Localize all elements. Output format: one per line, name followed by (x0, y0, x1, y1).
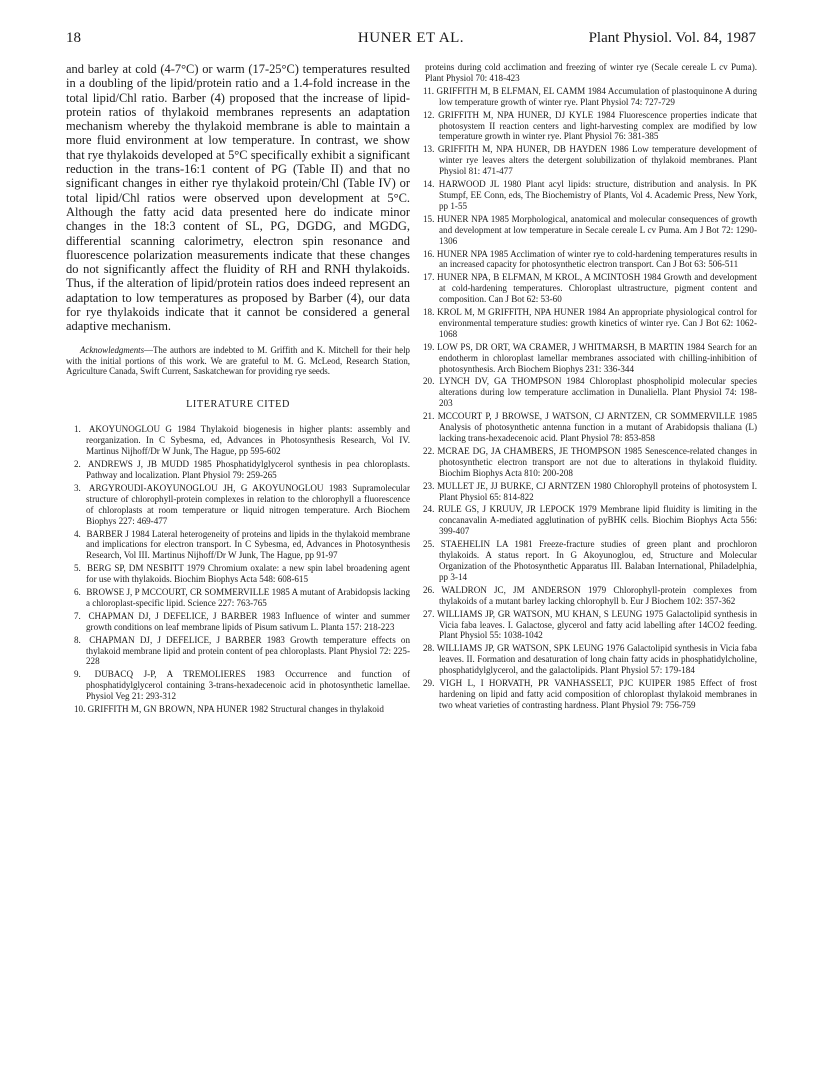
reference-number: 21. (423, 411, 435, 422)
page-number: 18 (66, 30, 81, 46)
reference-number: 2. (74, 459, 81, 470)
reference-number: 17. (423, 272, 435, 283)
reference-number: 8. (74, 634, 81, 645)
reference-item (413, 342, 757, 375)
reference-text: CHAPMAN DJ, J DEFELICE, J BARBER 1983 Influence of winter and summer growth conditions on leaf membrane lipids of Pisum sativum L. Planta 157: 218-223 (86, 610, 410, 632)
reference-number: 26. (423, 584, 435, 595)
reference-item (413, 214, 757, 247)
acknowledgments-text: —The authors are indebted to M. Griffith and K. Mitchell for their help with the initial portions of this work. We are grateful to M. G. McLeod, Research Station, Agriculture Canada, Swift Current, Saskatchewan for providing rye seeds. (66, 344, 410, 377)
reference-item (66, 529, 410, 562)
reference-item (66, 424, 410, 457)
reference-number: 6. (74, 587, 81, 598)
reference-number: 24. (423, 504, 435, 515)
reference-item (66, 611, 410, 633)
running-authors: HUNER ET AL. (357, 30, 465, 46)
reference-item (413, 307, 757, 340)
reference-number: 9. (74, 669, 81, 680)
reference-text: VIGH L, I HORVATH, PR VANHASSELT, PJC KUIPER 1985 Effect of frost hardening on lipid and fatty acid composition of chloroplast thylakoid membranes in two wheat varieties of contrasting hardness. Plant Physiol 79: 756-759 (439, 678, 757, 710)
reference-text: DUBACQ J-P, A TREMOLIERES 1983 Occurrence and function of phosphatidylglycerol containing 3-trans-hexadecenoic acid in photosynthetic lamellae. Physiol Veg 21: 293-312 (86, 669, 410, 702)
reference-number: 13. (423, 144, 435, 155)
reference-text: WILLIAMS JP, GR WATSON, SPK LEUNG 1976 Galactolipid synthesis in Vicia faba leaves. II. Formation and desaturation of long chain fatty acids in phosphatidylcholine, phosphatidylglycerol, and the galactolipids. Plant Physiol 57: 179-184 (436, 643, 758, 676)
reference-text: HARWOOD JL 1980 Plant acyl lipids: structure, distribution and analysis. In PK Stumpf, EE Conn, eds, The Biochemistry of Plants, Vol 4. Academic Press, New York, pp 1-55 (438, 179, 758, 211)
reference-item (413, 643, 757, 676)
reference-item (413, 249, 757, 271)
reference-item (413, 179, 757, 212)
reference-number: 11. (423, 85, 435, 96)
running-header (66, 30, 756, 52)
reference-text: GRIFFITH M, B ELFMAN, EL CAMM 1984 Accumulation of plastoquinone A during low temperature growth of winter rye. Plant Physiol 74: 727-729 (436, 85, 758, 107)
reference-text: BARBER J 1984 Lateral heterogeneity of proteins and lipids in the thylakoid membrane and implications for electron transport. In C Sybesma, ed, Advances in Photosynthesis Research, Vol III. Martinus Nijhoff/Dr W Junk, The Hague, pp 91-97 (86, 528, 411, 561)
reference-text: GRIFFITH M, GN BROWN, NPA HUNER 1982 Structural changes in thylakoid (87, 704, 384, 715)
reference-item (413, 504, 757, 537)
reference-text: MULLET JE, JJ BURKE, CJ ARNTZEN 1980 Chlorophyll proteins of photosystem I. Plant Physiol 65: 814-822 (437, 480, 757, 502)
acknowledgments-label: Acknowledgments (80, 344, 145, 355)
reference-text: RULE GS, J KRUUV, JR LEPOCK 1979 Membrane lipid fluidity is limiting in the concanavalin A-mediated agglutination of pyBHK cells. Biochim Biophys Acta 556: 399-407 (437, 504, 757, 537)
reference-text: HUNER NPA, B ELFMAN, M KROL, A MCINTOSH 1984 Growth and development at cold-hardening temperatures. Chloroplast ultrastructure, pigment content and composition. Can J Bot 62: 53-60 (437, 272, 757, 305)
reference-text: ANDREWS J, JB MUDD 1985 Phosphatidylglycerol synthesis in pea chloroplasts. Pathway and localization. Plant Physiol 79: 259-265 (86, 459, 410, 480)
reference-item (413, 609, 757, 642)
journal-citation: Plant Physiol. Vol. 84, 1987 (588, 30, 756, 46)
reference-number: 22. (423, 445, 435, 456)
reference-text: WALDRON JC, JM ANDERSON 1979 Chlorophyll-protein complexes from thylakoids of a mutant barley lacking chlorophyll b. Eur J Biochem 102: 357-362 (439, 584, 757, 606)
reference-number: 27. (423, 608, 435, 619)
reference-number: 3. (74, 482, 81, 493)
reference-item (413, 86, 757, 108)
reference-number: 19. (423, 341, 435, 352)
left-column (66, 62, 410, 717)
reference-number: 23. (423, 480, 435, 491)
reference-number: 15. (423, 213, 435, 224)
reference-item (413, 539, 757, 583)
reference-text: LYNCH DV, GA THOMPSON 1984 Chloroplast phospholipid molecular species alterations during low temperature acclimation in Dunaliella. Plant Physiol 74: 198-203 (439, 376, 758, 409)
reference-list-left (66, 424, 410, 715)
reference-item (66, 587, 410, 609)
reference-number: 5. (74, 563, 81, 574)
reference-text: KROL M, M GRIFFITH, NPA HUNER 1984 An appropriate physiological control for environmental temperature studies: growth kinetics of winter rye. Can J Bot 62: 1062-1068 (437, 307, 757, 339)
reference-item (66, 635, 410, 668)
reference-number: 28. (423, 643, 435, 654)
reference-item (413, 272, 757, 305)
reference-number: 12. (423, 109, 435, 120)
reference-item (413, 110, 757, 143)
reference-number: 14. (423, 179, 435, 190)
reference-item (413, 144, 757, 177)
literature-cited-heading: LITERATURE CITED (186, 399, 290, 411)
discussion-paragraph: and barley at cold (4-7°C) or warm (17-25°C) temperatures resulted in a doubling of the lipid/protein ratio and a 1.4-fold increase in the total lipid/Chl ratio. Barber (4) proposed that the increase of lipid-protein ratios of thylakoid membranes represents an adaptation mechanism whereby the thylakoid membrane is able to maintain a more fluid environment at low temperature. In contrast, we show that rye thylakoids developed at 5°C specifically exhibit a significant reduction in the trans-16:1 content of PG (Table II) and that no significant changes in either rye thylakoid protein/Chl (Table IV) or total lipid/Chl ratios were observed upon development at 5°C. Although the fatty acid data presented here do indicate minor changes in the 18:3 content of SL, PG, DGDG, and MGDG, differential scanning calorimetry, electron spin resonance and fluorescence polarization measurements indicate that these changes do not significantly affect the fluidity of RH and RNH thylakoids. Thus, if the alteration of lipid/protein ratios does indeed represent an adaptation to low temperatures as proposed by Barber (4), our data for rye thylakoids indicate that it cannot be considered a general adaptive mechanism. (66, 62, 410, 334)
reference-number: 29. (423, 678, 435, 689)
reference-item (66, 459, 410, 481)
reference-text: CHAPMAN DJ, J DEFELICE, J BARBER 1983 Growth temperature effects on thylakoid membrane lipid and protein content of pea chloroplasts. Plant Physiol 72: 225-228 (86, 634, 410, 667)
reference-item (66, 704, 410, 715)
reference-text: GRIFFITH M, NPA HUNER, DJ KYLE 1984 Fluorescence properties indicate that photosystem II reaction centers and light-harvesting complex are modified by low temperature growth in winter rye. Plant Physiol 76: 381-385 (438, 109, 757, 142)
reference-item (66, 669, 410, 702)
reference-text: ARGYROUDI-AKOYUNOGLOU JH, G AKOYUNOGLOU 1983 Supramolecular structure of chlorophyll-protein complexes in relation to the chlorophyll a fluorescence of chloroplasts at room temperature or liquid nitrogen temperature. Arch Biochem Biophys 227: 469-477 (86, 482, 410, 526)
reference-number: 10. (74, 704, 86, 715)
reference-text: HUNER NPA 1985 Acclimation of winter rye to cold-hardening temperatures results in an increased capacity for photosynthetic electron transport. Can J Bot 63: 506-511 (436, 248, 757, 270)
reference-continuation: proteins during cold acclimation and freezing of winter rye (Secale cereale L cv Puma). Plant Physiol 70: 418-423 (425, 62, 757, 83)
reference-item (413, 446, 757, 479)
reference-item (413, 376, 757, 409)
reference-number: 18. (423, 307, 435, 318)
reference-text: HUNER NPA 1985 Morphological, anatomical and molecular consequences of growth and development at low temperature in Secale cereale L cv Puma. Am J Bot 72: 1290-1306 (437, 213, 758, 246)
reference-item (413, 678, 757, 711)
reference-number: 25. (423, 539, 435, 550)
reference-text: MCRAE DG, JA CHAMBERS, JE THOMPSON 1985 Senescence-related changes in photosynthetic electron transport are not due to alterations in thylakoid fluidity. Biochim Biophys Acta 810: 200-208 (437, 445, 757, 478)
reference-text: GRIFFITH M, NPA HUNER, DB HAYDEN 1986 Low temperature development of winter rye leaves alters the detergent solubilization of thylakoid membranes. Plant Physiol 81: 471-477 (437, 144, 757, 177)
reference-item (413, 481, 757, 503)
reference-number: 7. (74, 610, 81, 621)
reference-text: BROWSE J, P MCCOURT, CR SOMMERVILLE 1985 A mutant of Arabidopsis lacking a chloroplast-specific lipid. Science 227: 763-765 (86, 587, 410, 608)
acknowledgments (66, 345, 410, 378)
reference-text: STAEHELIN LA 1981 Freeze-fracture studies of green plant and prochloron thylakoids. A status report. In G Akoyunoglou, ed, Structure and Molecular Organization of the Photosynthetic Apparatus III. Balaban International, Philadelphia, pp 3-14 (439, 539, 757, 582)
reference-text: AKOYUNOGLOU G 1984 Thylakoid biogenesis in higher plants: assembly and reorganization. In C Sybesma, ed, Advances in Photosynthesis Research, Vol IV. Martinus Nijhoff/Dr W Junk, The Hague, pp 595-602 (86, 424, 410, 457)
reference-item (66, 483, 410, 527)
reference-item (413, 411, 757, 444)
reference-text: BERG SP, DM NESBITT 1979 Chromium oxalate: a new spin label broadening agent for use with thylakoids. Biochim Biophys Acta 548: 608-615 (86, 563, 410, 585)
reference-number: 1. (74, 424, 81, 435)
reference-text: MCCOURT P, J BROWSE, J WATSON, CJ ARNTZEN, CR SOMMERVILLE 1985 Analysis of photosynthetic antenna function in a mutant of Arabidopsis thaliana (L) lacking trans-hexadecenoic acid. Plant Physiol 78: 853-858 (437, 411, 757, 443)
reference-text: WILLIAMS JP, GR WATSON, MU KHAN, S LEUNG 1975 Galactolipid synthesis in Vicia faba leaves. I. Galactose, glycerol and fatty acid labelling after 14CO2 feeding. Plant Physiol 55: 1038-1042 (436, 608, 757, 641)
reference-text: LOW PS, DR ORT, WA CRAMER, J WHITMARSH, B MARTIN 1984 Search for an endotherm in chloroplast lamellar membranes associated with chilling-inhibition of photosynthesis. Arch Biochem Biophys 231: 336-344 (437, 341, 757, 374)
reference-list-right (413, 86, 757, 711)
reference-item (66, 563, 410, 585)
reference-item (413, 585, 757, 607)
reference-number: 16. (423, 248, 435, 259)
reference-number: 4. (74, 528, 81, 539)
reference-number: 20. (423, 376, 435, 387)
right-column (413, 62, 757, 713)
